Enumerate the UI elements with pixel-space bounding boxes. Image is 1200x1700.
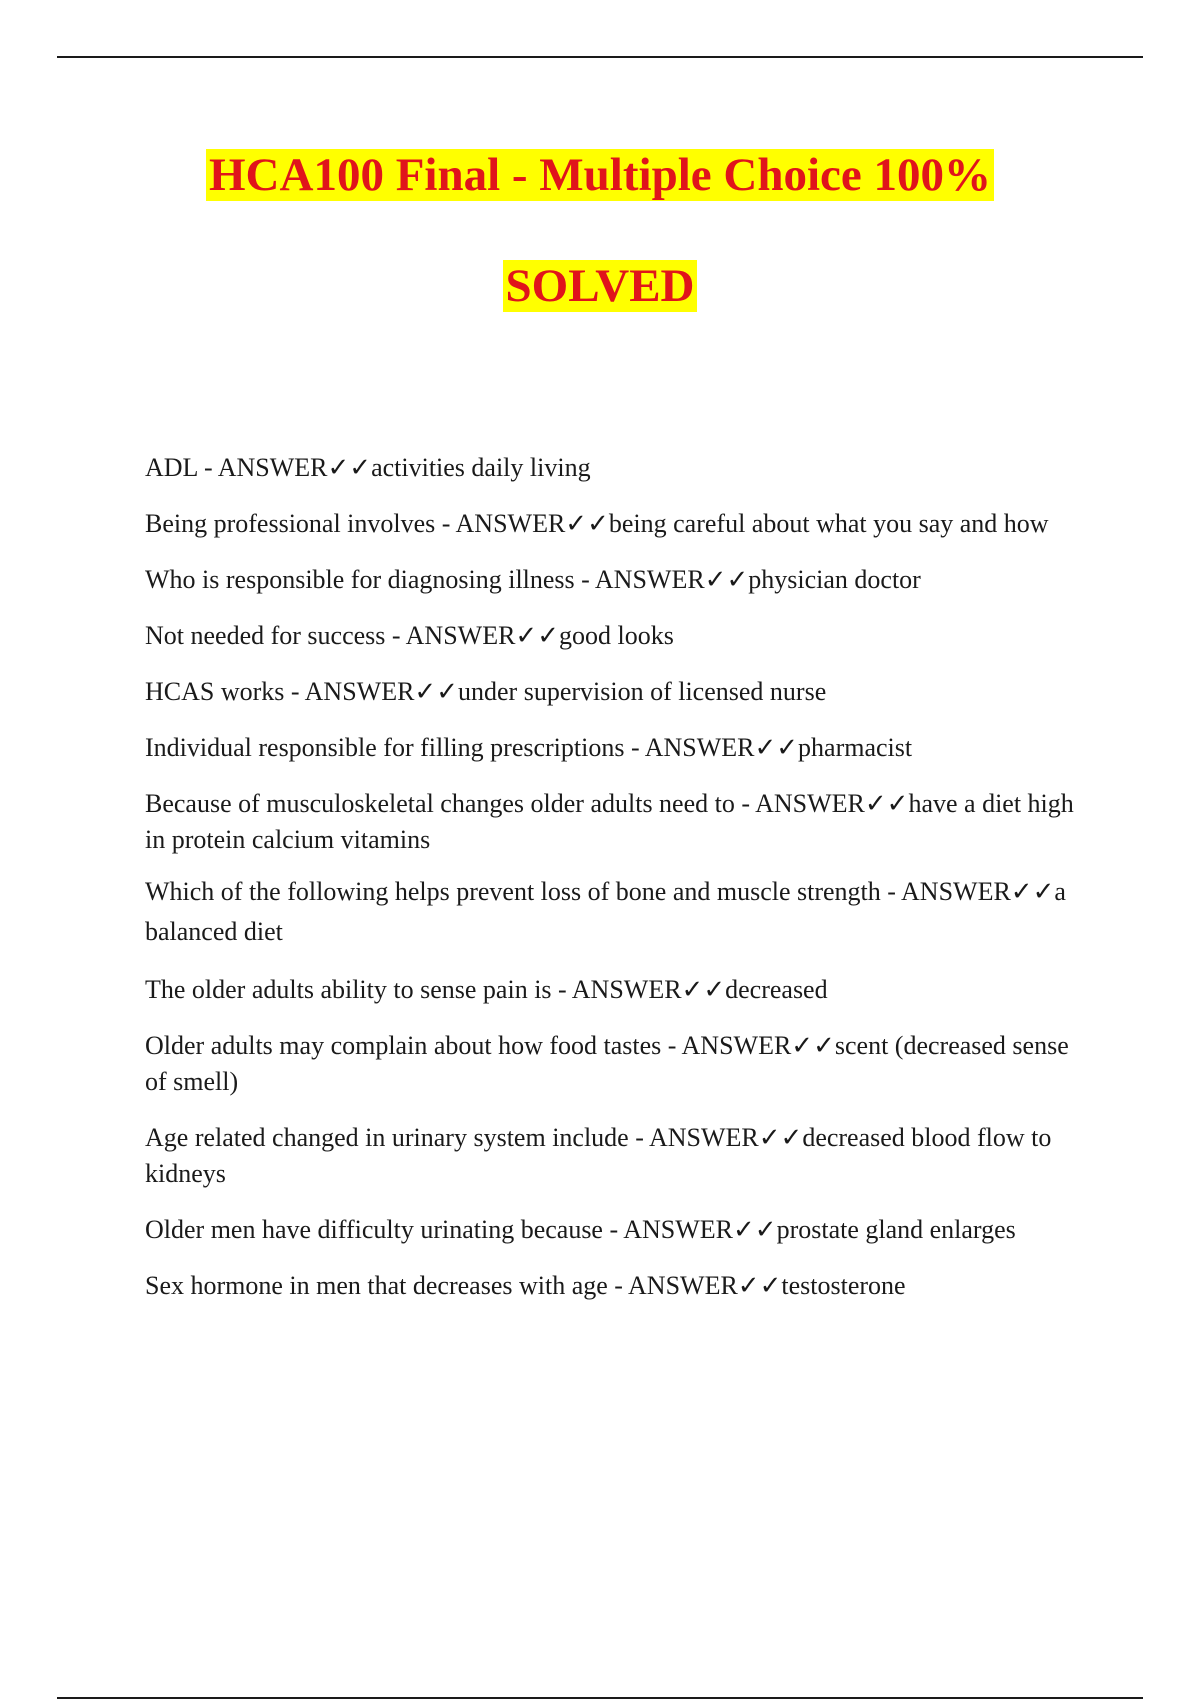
- bottom-rule: [57, 1697, 1143, 1699]
- qa-item: [145, 618, 1085, 654]
- qa-item: [145, 1028, 1085, 1100]
- answer-text: scent (decreased sense of smell): [145, 1031, 1069, 1096]
- document-title-continued: [0, 256, 1200, 316]
- qa-item: [145, 506, 1085, 542]
- qa-item: [145, 786, 1085, 858]
- answer-marker: ANSWER✓✓: [681, 1031, 835, 1060]
- question-text: ADL -: [145, 453, 218, 482]
- answer-marker: ANSWER✓✓: [405, 621, 559, 650]
- question-text: Sex hormone in men that decreases with age -: [145, 1271, 629, 1300]
- qa-item: [145, 730, 1085, 766]
- answer-marker: ANSWER✓✓: [755, 789, 909, 818]
- answer-text: under supervision of licensed nurse: [458, 677, 827, 706]
- qa-item: [145, 1212, 1085, 1248]
- answer-marker: ANSWER✓✓: [455, 509, 609, 538]
- document-title: [0, 145, 1200, 205]
- answer-marker: ANSWER✓✓: [644, 733, 799, 762]
- answer-text: testosterone: [781, 1271, 906, 1300]
- qa-list: [145, 450, 1085, 1324]
- question-text: Older adults may complain about how food tastes -: [145, 1031, 682, 1060]
- answer-text: being careful about what you say and how: [608, 509, 1049, 538]
- question-text: Age related changed in urinary system include -: [145, 1123, 649, 1152]
- answer-marker: ANSWER✓✓: [571, 975, 726, 1004]
- question-text: Older men have difficulty urinating because -: [145, 1215, 624, 1244]
- question-text: Which of the following helps prevent loss of bone and muscle strength -: [145, 877, 902, 906]
- answer-marker: ANSWER✓✓: [594, 565, 749, 594]
- answer-text: a balanced diet: [145, 877, 1066, 946]
- qa-item: [145, 562, 1085, 598]
- answer-text: decreased: [725, 975, 828, 1004]
- top-rule: [57, 56, 1143, 58]
- qa-item: [145, 1120, 1085, 1192]
- answer-marker: ANSWER✓✓: [304, 677, 458, 706]
- answer-text: have a diet high in protein calcium vitamins: [145, 789, 1074, 854]
- answer-text: physician doctor: [748, 565, 921, 594]
- answer-marker: ANSWER✓✓: [628, 1271, 782, 1300]
- answer-marker: ANSWER✓✓: [217, 453, 372, 482]
- answer-text: prostate gland enlarges: [776, 1215, 1016, 1244]
- answer-marker: ANSWER✓✓: [648, 1123, 803, 1152]
- qa-item: [145, 972, 1085, 1008]
- answer-marker: ANSWER✓✓: [623, 1215, 777, 1244]
- answer-marker: ANSWER✓✓: [901, 877, 1055, 906]
- qa-item: [145, 674, 1085, 710]
- answer-text: activities daily living: [371, 453, 591, 482]
- question-text: Being professional involves -: [145, 509, 456, 538]
- question-text: Individual responsible for filling prescriptions -: [145, 733, 645, 762]
- qa-item: [145, 450, 1085, 486]
- answer-text: pharmacist: [798, 733, 913, 762]
- qa-item: [145, 872, 1085, 952]
- question-text: The older adults ability to sense pain is -: [145, 975, 572, 1004]
- question-text: HCAS works -: [145, 677, 305, 706]
- question-text: Because of musculoskeletal changes older adults need to -: [145, 789, 756, 818]
- answer-text: good looks: [559, 621, 674, 650]
- qa-item: [145, 1268, 1085, 1304]
- question-text: Who is responsible for diagnosing illness -: [145, 565, 595, 594]
- question-text: Not needed for success -: [145, 621, 406, 650]
- answer-text: decreased blood flow to kidneys: [145, 1123, 1052, 1188]
- document-title-line-1: HCA100 Final - Multiple Choice 100%: [206, 149, 994, 201]
- document-title-line-2: SOLVED: [503, 260, 698, 312]
